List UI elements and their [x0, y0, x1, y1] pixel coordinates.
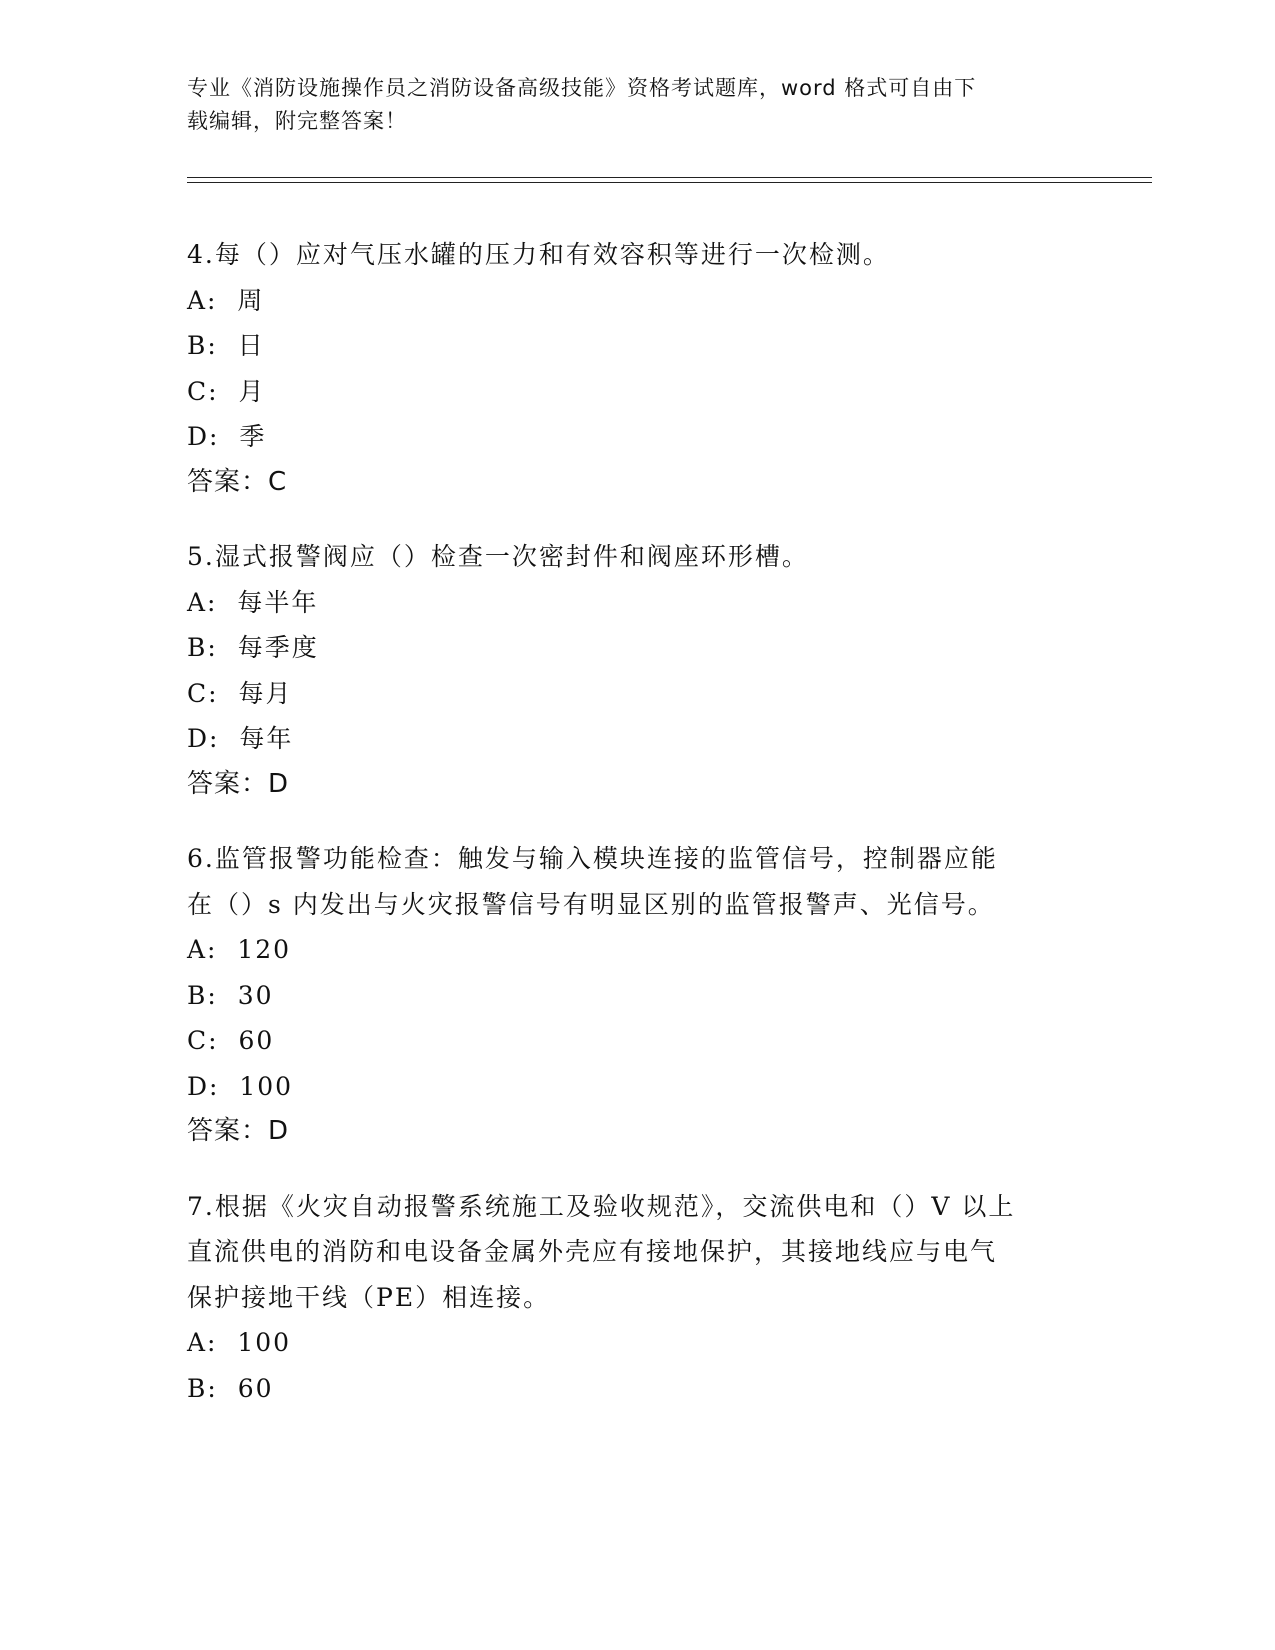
question-text-line-2: 直流供电的消防和电设备金属外壳应有接地保护，其接地线应与电气 — [187, 1237, 998, 1266]
question-6 — [187, 836, 1087, 1155]
option-a: A: 每半年 — [187, 587, 319, 617]
answer: 答案：D — [187, 768, 290, 799]
answer: 答案：C — [187, 466, 288, 497]
option-b: B: 60 — [187, 1373, 274, 1403]
option-d: D: 100 — [187, 1071, 294, 1101]
option-c: C: 60 — [187, 1026, 275, 1055]
question-text: 5.湿式报警阀应（）检查一次密封件和阀座环形槽。 — [187, 542, 809, 571]
question-4 — [187, 232, 1087, 505]
answer: 答案：D — [187, 1116, 290, 1146]
option-b: B: 每季度 — [187, 633, 319, 662]
document-header — [187, 72, 1067, 138]
option-a: A: 100 — [187, 1328, 292, 1357]
question-text-line-1: 7.根据《火灾自动报警系统施工及验收规范》，交流供电和（）V 以上 — [187, 1191, 1016, 1221]
option-a: A: 周 — [187, 285, 265, 315]
question-list — [187, 232, 1087, 1440]
option-b: B: 30 — [187, 980, 274, 1010]
option-a: A: 120 — [187, 935, 292, 964]
header-divider-bottom — [187, 182, 1152, 183]
question-text-line-2: 在（）s 内发出与火灾报警信号有明显区别的监管报警声、光信号。 — [187, 889, 995, 919]
question-text-line-1: 6.监管报警功能检查：触发与输入模块连接的监管信号，控制器应能 — [187, 844, 998, 873]
option-b: B: 日 — [187, 331, 265, 360]
question-5 — [187, 534, 1087, 807]
question-7 — [187, 1184, 1087, 1412]
option-c: C: 每月 — [187, 678, 293, 708]
option-d: D: 季 — [187, 422, 267, 451]
option-c: C: 月 — [187, 376, 266, 406]
header-divider-top — [187, 177, 1152, 178]
question-text-line-3: 保护接地干线（PE）相连接。 — [187, 1282, 551, 1312]
header-line-1: 专业《消防设施操作员之消防设备高级技能》资格考试题库，word 格式可自由下 — [187, 76, 977, 100]
header-line-2: 载编辑，附完整答案！ — [187, 109, 407, 133]
option-d: D: 每年 — [187, 724, 294, 753]
question-text: 4.每（）应对气压水罐的压力和有效容积等进行一次检测。 — [187, 240, 890, 269]
